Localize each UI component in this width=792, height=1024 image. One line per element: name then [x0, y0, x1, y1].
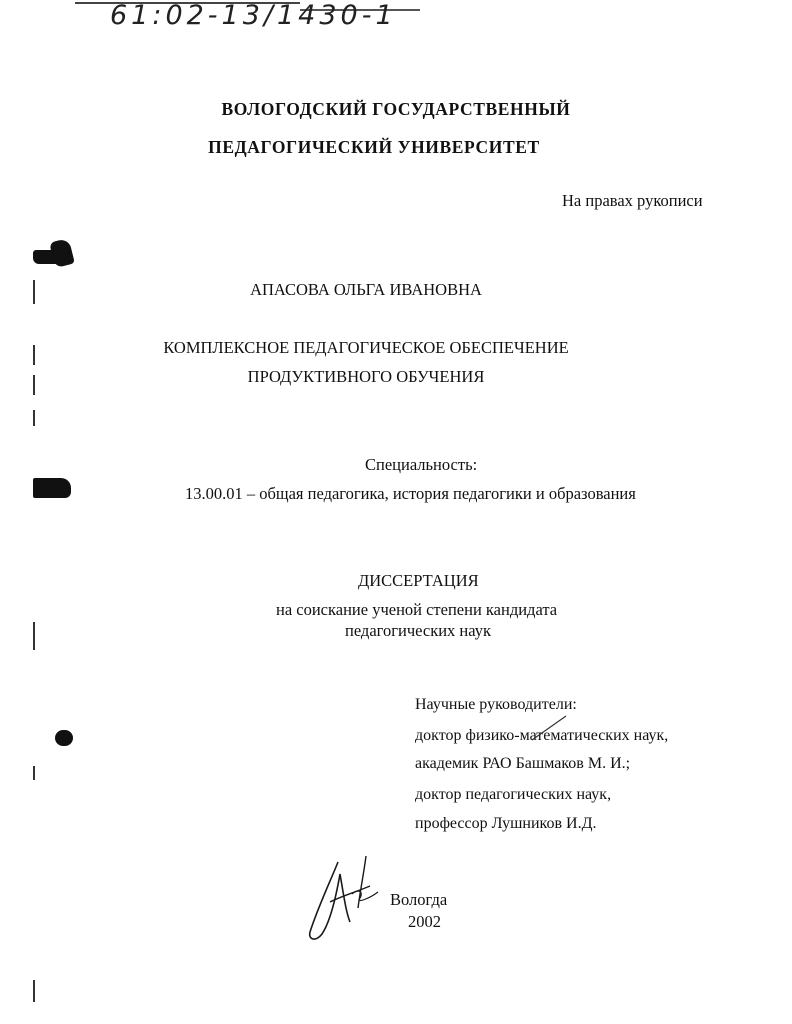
- archive-code: 61:02-13/1430-1: [110, 0, 397, 31]
- margin-mark: [33, 622, 35, 650]
- supervisor-line: доктор физико-математических наук,: [415, 727, 669, 744]
- supervisor-line: профессор Лушников И.Д.: [415, 815, 597, 832]
- supervisors-heading: Научные руководители:: [415, 696, 577, 713]
- scan-blot: [55, 730, 73, 746]
- author-name: АПАСОВА ОЛЬГА ИВАНОВНА: [250, 280, 482, 299]
- pen-stroke: [530, 712, 570, 742]
- degree-line2: педагогических наук: [345, 621, 492, 640]
- university-name-line2: ПЕДАГОГИЧЕСКИЙ УНИВЕРСИТЕТ: [208, 137, 540, 157]
- margin-mark: [33, 980, 35, 1002]
- specialty-label: Специальность:: [365, 455, 478, 474]
- document-type: ДИССЕРТАЦИЯ: [358, 571, 479, 590]
- supervisor-line: академик РАО Башмаков М. И.;: [415, 755, 631, 772]
- supervisor-line: доктор педагогических наук,: [415, 786, 612, 803]
- manuscript-note: На правах рукописи: [562, 191, 703, 210]
- signature: [300, 852, 390, 944]
- scan-blot: [33, 478, 71, 498]
- place: Вологда: [390, 890, 448, 909]
- margin-mark: [33, 410, 35, 426]
- university-name-line1: ВОЛОГОДСКИЙ ГОСУДАРСТВЕННЫЙ: [221, 99, 571, 119]
- degree-line1: на соискание ученой степени кандидата: [276, 600, 558, 619]
- margin-mark: [33, 766, 35, 780]
- specialty-value: 13.00.01 – общая педагогика, история педагогики и образования: [185, 484, 636, 503]
- thesis-title-line1: КОМПЛЕКСНОЕ ПЕДАГОГИЧЕСКОЕ ОБЕСПЕЧЕНИЕ: [163, 338, 569, 357]
- year: 2002: [408, 912, 441, 931]
- thesis-title-line2: ПРОДУКТИВНОГО ОБУЧЕНИЯ: [247, 367, 485, 386]
